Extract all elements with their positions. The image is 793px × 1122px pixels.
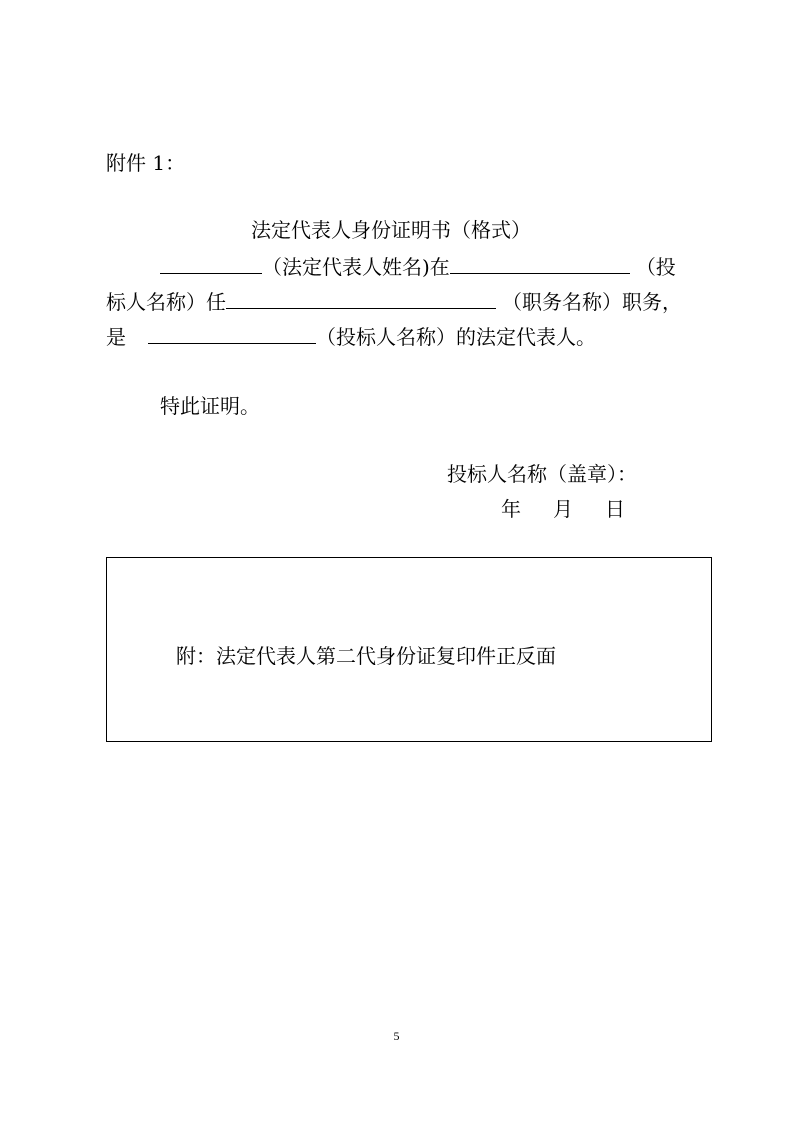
bidder-seal-label: 投标人名称（盖章）：	[447, 462, 637, 486]
company-blank	[450, 255, 630, 274]
year-label: 年	[501, 497, 521, 521]
body-line-3-prefix: 是	[106, 325, 126, 349]
body-line-1	[160, 255, 676, 279]
position-blank	[226, 290, 496, 309]
id-copy-note: 附：法定代表人第二代身份证复印件正反面	[176, 644, 556, 668]
certify-text: 特此证明。	[160, 394, 260, 418]
page-number: 5	[393, 1029, 400, 1043]
body-line-2	[106, 290, 682, 314]
date-line	[501, 497, 625, 521]
day-label: 日	[605, 497, 625, 521]
body-line-3-text-a: （投标人名称）的法定代表人。	[316, 325, 596, 349]
name-blank	[160, 255, 262, 274]
id-copy-box	[106, 557, 712, 742]
document-title: 法定代表人身份证明书（格式）	[251, 218, 531, 242]
body-line-2-text-b: （职务名称）职务，	[502, 290, 682, 314]
body-line-1-text-b: （投	[635, 255, 676, 279]
bidder-blank	[148, 325, 316, 344]
body-line-1-text-a: （法定代表人姓名)在	[262, 255, 450, 279]
body-line-3	[106, 325, 596, 349]
month-label: 月	[553, 497, 573, 521]
attachment-label: 附件 1：	[106, 151, 186, 175]
body-line-2-text-a: 标人名称）任	[106, 290, 226, 314]
